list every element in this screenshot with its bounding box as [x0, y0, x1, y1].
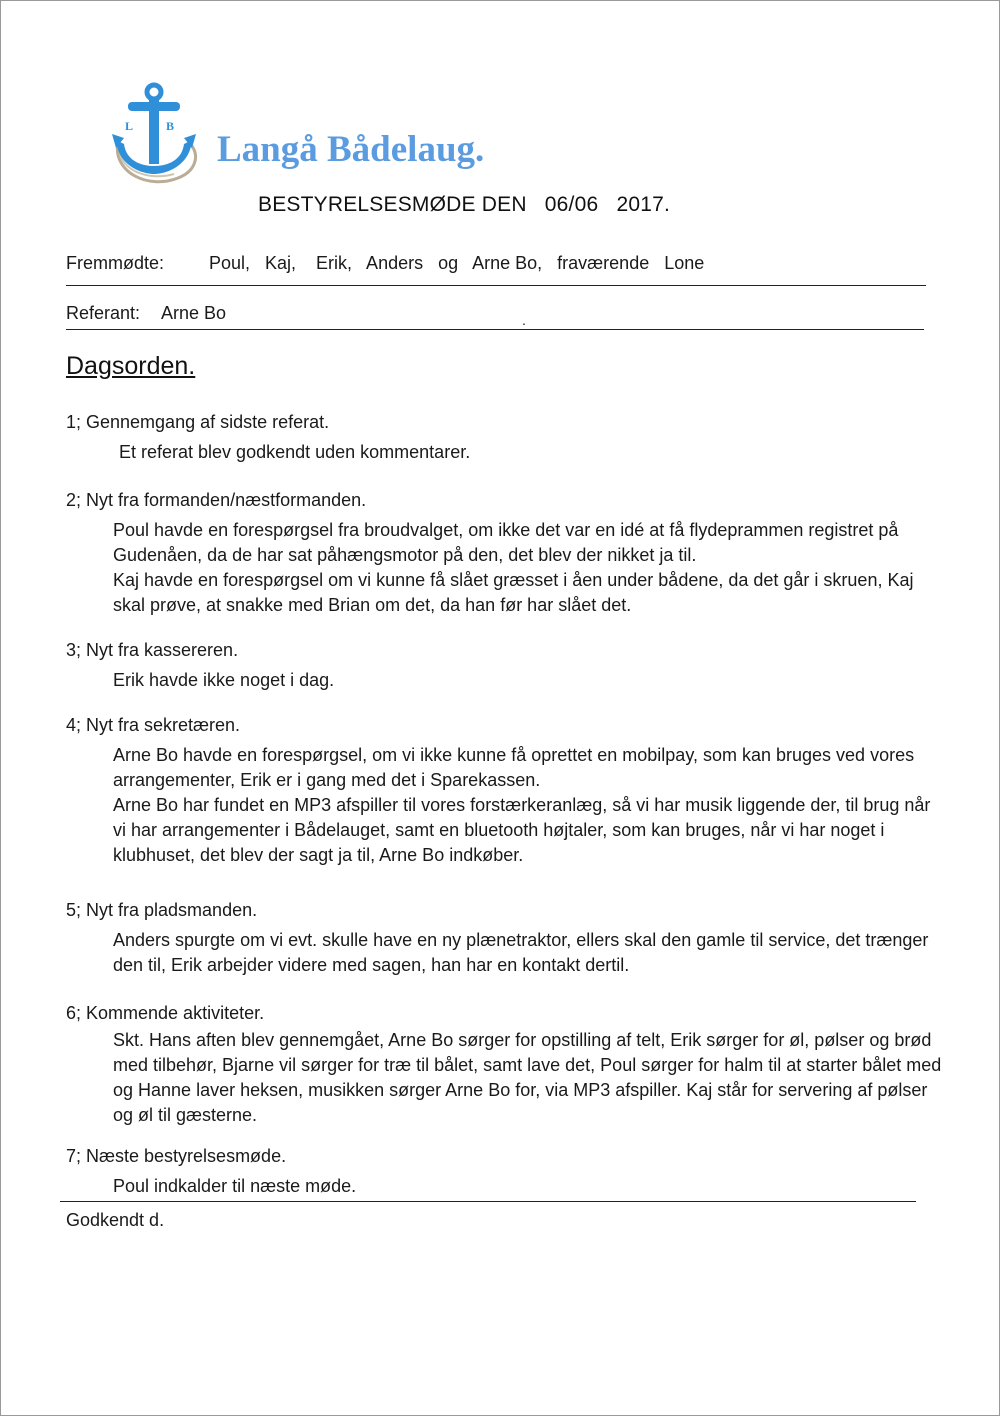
agenda-heading: Dagsorden.	[66, 352, 196, 380]
logo-letter-b: B	[166, 119, 175, 133]
agenda-item-1-body: Et referat blev godkendt uden kommentarer.	[119, 442, 471, 462]
referent-label: Referant:	[66, 303, 141, 323]
agenda-item-6-title: 6; Kommende aktiviteter.	[66, 1003, 265, 1023]
logo-letter-l: L	[125, 119, 134, 133]
referent-divider	[66, 329, 924, 330]
agenda-item-2-title: 2; Nyt fra formanden/næstformanden.	[66, 490, 367, 510]
meeting-title: BESTYRELSESMØDE DEN 06/06 2017.	[258, 193, 671, 216]
agenda-item-7-title: 7; Næste bestyrelsesmøde.	[66, 1146, 287, 1166]
agenda-item-7-body: Poul indkalder til næste møde.	[113, 1176, 357, 1196]
stray-mark: .	[522, 312, 526, 328]
referent-name: Arne Bo	[161, 303, 227, 323]
agenda-item-5-body: Anders spurgte om vi evt. skulle have en ny plænetraktor, ellers skal den gamle til service, det trænger den til, Erik arbejder videre med sagen, han har en kontakt dertil.	[113, 930, 929, 975]
attendees-names: Poul, Kaj, Erik, Anders og Arne Bo, fraværende Lone	[209, 253, 705, 273]
anchor-logo	[108, 82, 200, 186]
footer-divider	[60, 1201, 916, 1202]
attendees-divider	[66, 285, 926, 286]
club-name: Langå Bådelaug.	[217, 129, 485, 170]
agenda-item-3-body: Erik havde ikke noget i dag.	[113, 670, 335, 690]
agenda-item-4-body: Arne Bo havde en forespørgsel, om vi ikke kunne få oprettet en mobilpay, som kan bruges ved vores arrangementer, Erik er i gang med det i Sparekassen. Arne Bo har fundet en MP3 afspiller til vores forstærkeranlæg, så vi har musik liggende der, til brug når vi har arrangementer i Bådelauget, samt en bluetooth højtaler, som kan bruges, når vi har noget i klubhuset, det blev der sagt ja til, Arne Bo indkøber.	[113, 745, 931, 865]
agenda-item-5-title: 5; Nyt fra pladsmanden.	[66, 900, 258, 920]
agenda-item-6-body: Skt. Hans aften blev gennemgået, Arne Bo sørger for opstilling af telt, Erik sørger for øl, pølser og brød med tilbehør, Bjarne vil sørger for træ til bålet, samt lave det, Poul sørger for halm til at starter bålet med og Hanne laver heksen, musikken sørger Arne Bo for, via MP3 afspiller. Kaj står for servering af pølser og øl til gæsterne.	[113, 1030, 942, 1125]
agenda-item-4-title: 4; Nyt fra sekretæren.	[66, 715, 241, 735]
attendees-label: Fremmødte:	[66, 253, 165, 273]
agenda-item-2-body: Poul havde en forespørgsel fra broudvalget, om ikke det var en idé at få flydeprammen registret på Gudenåen, da de har sat påhængsmotor på den, det blev der nikket ja til. Kaj havde en forespørgsel om vi kunne få slået græsset i åen under bådene, da det går i skruen, Kaj skal prøve, at snakke med Brian om det, da han før har slået det.	[113, 520, 914, 615]
agenda-item-1-title: 1; Gennemgang af sidste referat.	[66, 412, 330, 432]
approved-label: Godkendt d.	[66, 1210, 165, 1230]
agenda-item-3-title: 3; Nyt fra kassereren.	[66, 640, 239, 660]
